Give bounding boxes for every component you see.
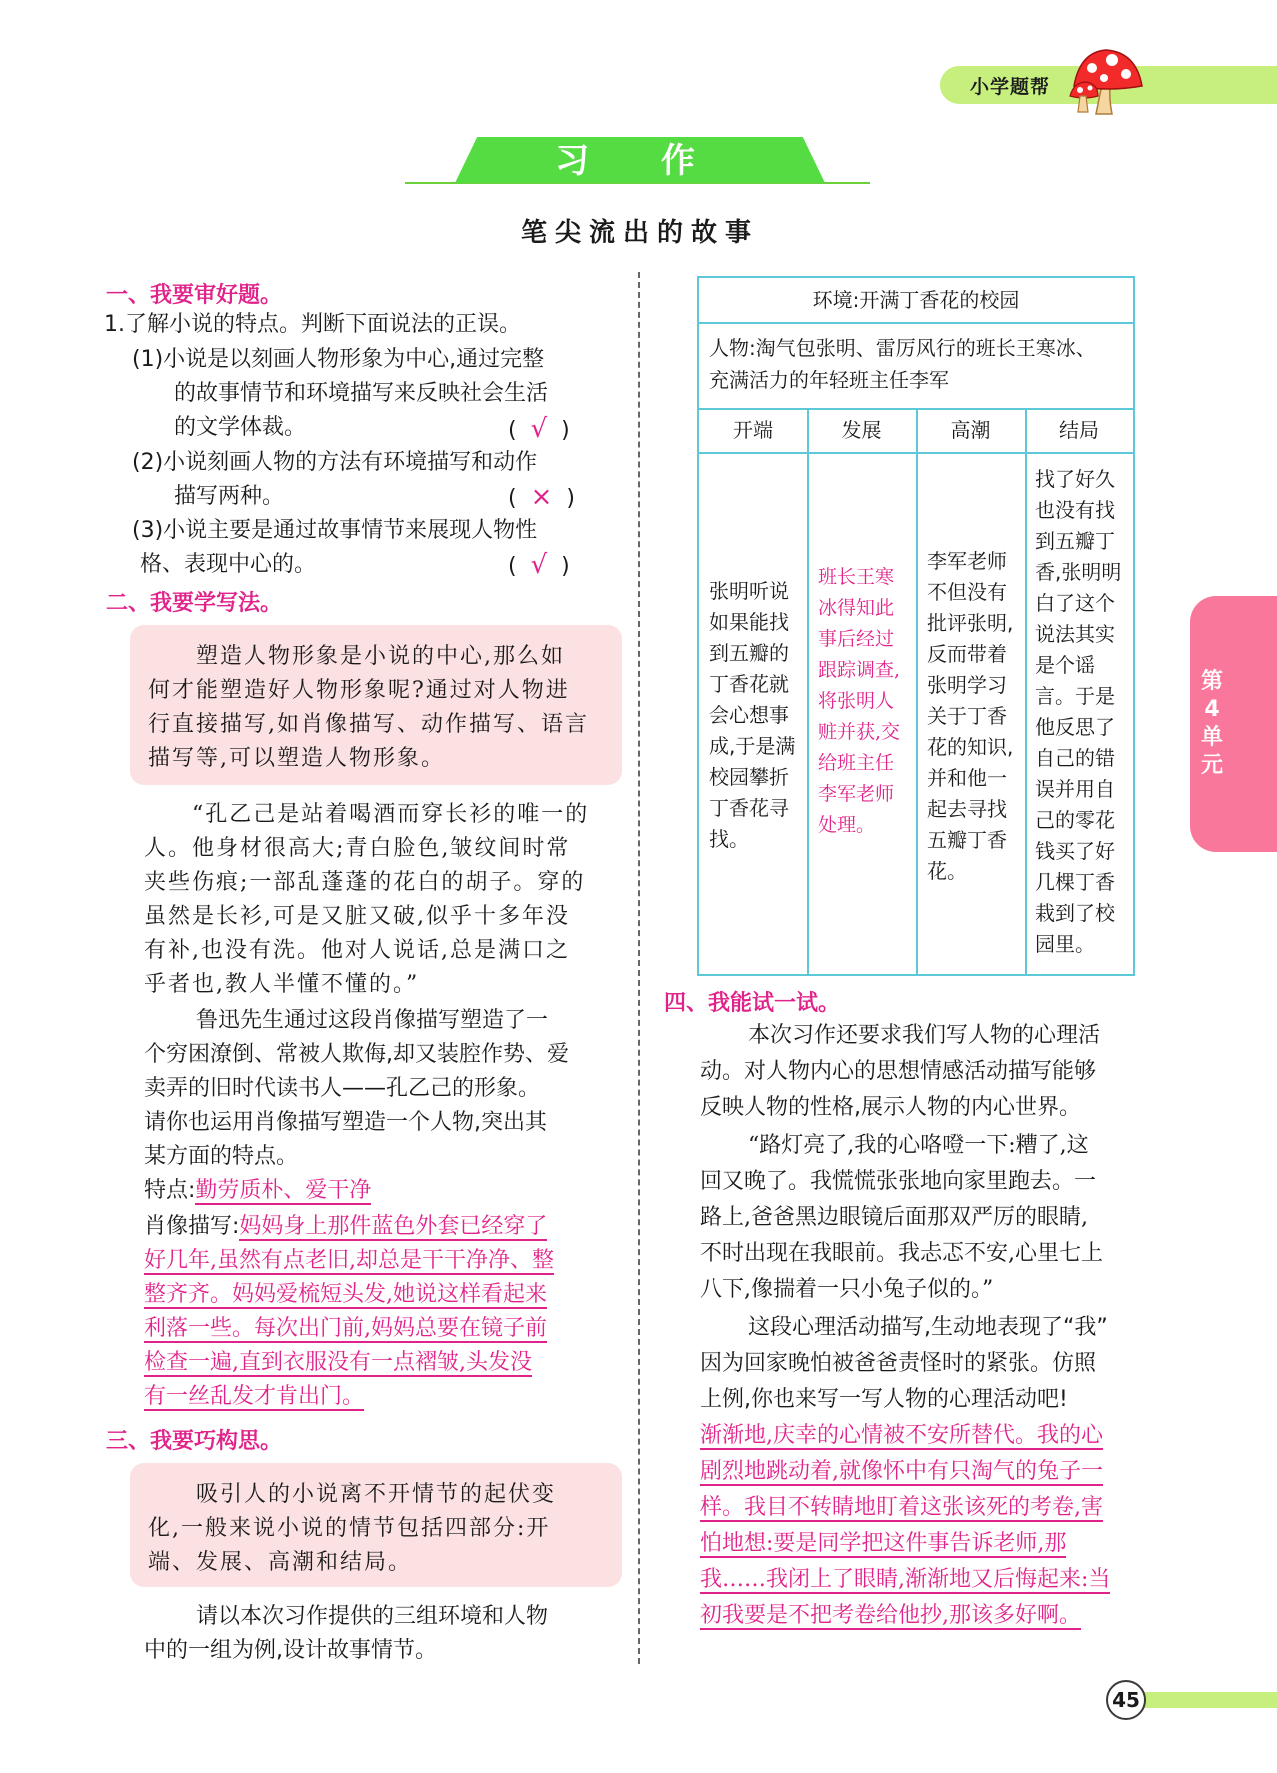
answer4-line5: 我……我闭上了眼睛,渐渐地又后悔起来:当 <box>700 1567 1111 1592</box>
table-beginning: 张明听说如果能找到五瓣的丁香花就会心想事成,于是满校园攀折丁香花寻找。 <box>709 579 796 851</box>
para2-line4: 请你也运用肖像描写塑造一个人物,突出其 <box>144 1110 547 1135</box>
table-header-development: 发展 <box>841 418 882 442</box>
quote-line3: 夹些伤痕;一部乱蓬蓬的花白的胡子。穿的 <box>144 870 586 895</box>
tip3-line1: 吸引人的小说离不开情节的起伏变 <box>196 1482 557 1507</box>
para3-line1: 请以本次习作提供的三组环境和人物 <box>196 1604 549 1629</box>
question1: 1.了解小说的特点。判断下面说法的正误。 <box>104 312 521 337</box>
quote4-line4: 不时出现在我眼前。我忐忑不安,心里七上 <box>700 1241 1103 1266</box>
portrait-answer-line1: 妈妈身上那件蓝色外套已经穿了 <box>239 1214 548 1239</box>
answer4-line3: 样。我目不转睛地盯着这张该死的考卷,害 <box>700 1495 1103 1520</box>
essay-title: 笔尖流出的故事 <box>520 218 759 248</box>
page-number: 45 <box>1106 1680 1146 1720</box>
table-ending: 找了好久也没有找到五瓣丁香,张明明白了这个说法其实是个谣言。于是他反思了自己的错误并用自己的零花钱买了好几棵丁香栽到了校园里。 <box>1035 467 1122 956</box>
item2-line2: 描写两种。 <box>174 484 285 509</box>
page-number-bar <box>1140 1692 1277 1708</box>
portrait-row <box>144 1210 547 1244</box>
table-development: 班长王寒冰得知此事后经过跟踪调查,将张明人赃并获,交给班主任李军老师处理。 <box>818 566 901 836</box>
portrait-answer-line3: 整齐齐。妈妈爱梳短头发,她说这样看起来 <box>144 1282 547 1307</box>
item1-line2: 的故事情节和环境描写来反映社会生活 <box>174 381 549 406</box>
quote4-line5: 八下,像揣着一只小兔子似的。” <box>700 1277 994 1302</box>
item2-line1: (2)小说刻画人物的方法有环境描写和动作 <box>132 450 538 475</box>
tip2-line1: 塑造人物形象是小说的中心,那么如 <box>196 644 565 669</box>
trait-row <box>144 1174 371 1208</box>
item1-answer: ( √ ) <box>508 414 570 444</box>
item1-line3: 的文学体裁。 <box>174 415 307 440</box>
table-characters-line2: 充满活力的年轻班主任李军 <box>709 368 949 392</box>
table-header-beginning: 开端 <box>733 418 773 442</box>
para2-line5: 某方面的特点。 <box>144 1144 299 1169</box>
para4b-line3: 上例,你也来写一写人物的心理活动吧! <box>700 1387 1068 1412</box>
quote4-line3: 路上,爸爸黑边眼镜后面那双严厉的眼睛, <box>700 1205 1088 1230</box>
quote-line5: 有补,也没有洗。他对人说话,总是满口之 <box>144 938 570 963</box>
tip3-line3: 端、发展、高潮和结局。 <box>148 1550 413 1575</box>
section2-heading: 二、我要学写法。 <box>106 591 283 616</box>
tip2-line4: 描写等,可以塑造人物形象。 <box>148 746 445 771</box>
item3-line2: 格、表现中心的。 <box>140 552 317 577</box>
section3-heading: 三、我要巧构思。 <box>106 1429 283 1454</box>
portrait-label: 肖像描写: <box>144 1214 240 1239</box>
mushroom-icon <box>1062 46 1152 116</box>
table-characters-line1: 人物:淘气包张明、雷厉风行的班长王寒冰、 <box>709 336 1096 360</box>
table-header-climax: 高潮 <box>950 418 991 442</box>
quote4-line1: “路灯亮了,我的心咯噔一下:糟了,这 <box>748 1133 1089 1158</box>
para4-line2: 动。对人物内心的思想情感活动描写能够 <box>700 1059 1097 1084</box>
table-climax: 李军老师不但没有批评张明,反而带着张明学习关于丁香花的知识,并和他一起去寻找五瓣丁香花。 <box>927 549 1014 883</box>
tip3-line2: 化,一般来说小说的情节包括四部分:开 <box>148 1516 551 1541</box>
answer4-line1: 渐渐地,庆幸的心情被不安所替代。我的心 <box>700 1423 1103 1448</box>
portrait-answer-line4: 利落一些。每次出门前,妈妈总要在镜子前 <box>144 1316 547 1341</box>
section4-heading: 四、我能试一试。 <box>664 991 841 1016</box>
para4b-line2: 因为回家晚怕被爸爸责怪时的紧张。仿照 <box>700 1351 1097 1376</box>
para4-line3: 反映人物的性格,展示人物的内心世界。 <box>700 1095 1081 1120</box>
column-divider <box>638 272 640 1664</box>
item2-answer: ( × ) <box>508 482 575 512</box>
table-environment: 环境:开满丁香花的校园 <box>812 288 1020 312</box>
quote-line4: 虽然是长衫,可是又脏又破,似乎十多年没 <box>144 904 570 929</box>
tip2-line2: 何才能塑造好人物形象呢?通过对人物进 <box>148 678 570 703</box>
para3-line2: 中的一组为例,设计故事情节。 <box>144 1638 437 1663</box>
answer4-line6: 初我要是不把考卷给他抄,那该多好啊。 <box>700 1603 1081 1628</box>
para2-line3: 卖弄的旧时代读书人——孔乙己的形象。 <box>144 1076 541 1101</box>
quote-line6: 乎者也,教人半懂不懂的。” <box>144 972 420 997</box>
item3-answer: ( √ ) <box>508 550 570 580</box>
portrait-answer-line5: 检查一遍,直到衣服没有一点褶皱,头发没 <box>144 1350 532 1375</box>
para2-line2: 个穷困潦倒、常被人欺侮,却又装腔作势、爱 <box>144 1042 569 1067</box>
para2-line1: 鲁迅先生通过这段肖像描写塑造了一 <box>196 1008 549 1033</box>
unit-label: 第4单元 <box>1200 669 1223 778</box>
answer4-line4: 怕地想:要是同学把这件事告诉老师,那 <box>700 1531 1067 1556</box>
quote-line1: “孔乙己是站着喝酒而穿长衫的唯一的 <box>192 802 590 827</box>
trait-label: 特点: <box>144 1178 196 1203</box>
para4-line1: 本次习作还要求我们写人物的心理活 <box>748 1023 1101 1048</box>
item1-line1: (1)小说是以刻画人物形象为中心,通过完整 <box>132 347 545 372</box>
trait-answer: 勤劳质朴、爱干净 <box>195 1178 372 1203</box>
portrait-answer-line6: 有一丝乱发才肯出门。 <box>144 1384 365 1409</box>
quote-line2: 人。他身材很高大;青白脸色,皱纹间时常 <box>144 836 571 861</box>
portrait-answer-line2: 好几年,虽然有点老旧,却总是干干净净、整 <box>144 1248 554 1273</box>
para4b-line1: 这段心理活动描写,生动地表现了“我” <box>748 1315 1108 1340</box>
plot-table <box>697 276 1135 976</box>
answer4-line2: 剧烈地跳动着,就像怀中有只淘气的兔子一 <box>700 1459 1103 1484</box>
tip2-line3: 行直接描写,如肖像描写、动作描写、语言 <box>148 712 589 737</box>
table-header-ending: 结局 <box>1059 418 1099 442</box>
banner-title: 习 作 <box>555 141 725 181</box>
section1-heading: 一、我要审好题。 <box>106 283 283 308</box>
brand-label: 小学题帮 <box>970 76 1051 98</box>
item3-line1: (3)小说主要是通过故事情节来展现人物性 <box>132 518 538 543</box>
quote4-line2: 回又晚了。我慌慌张张地向家里跑去。一 <box>700 1169 1097 1194</box>
